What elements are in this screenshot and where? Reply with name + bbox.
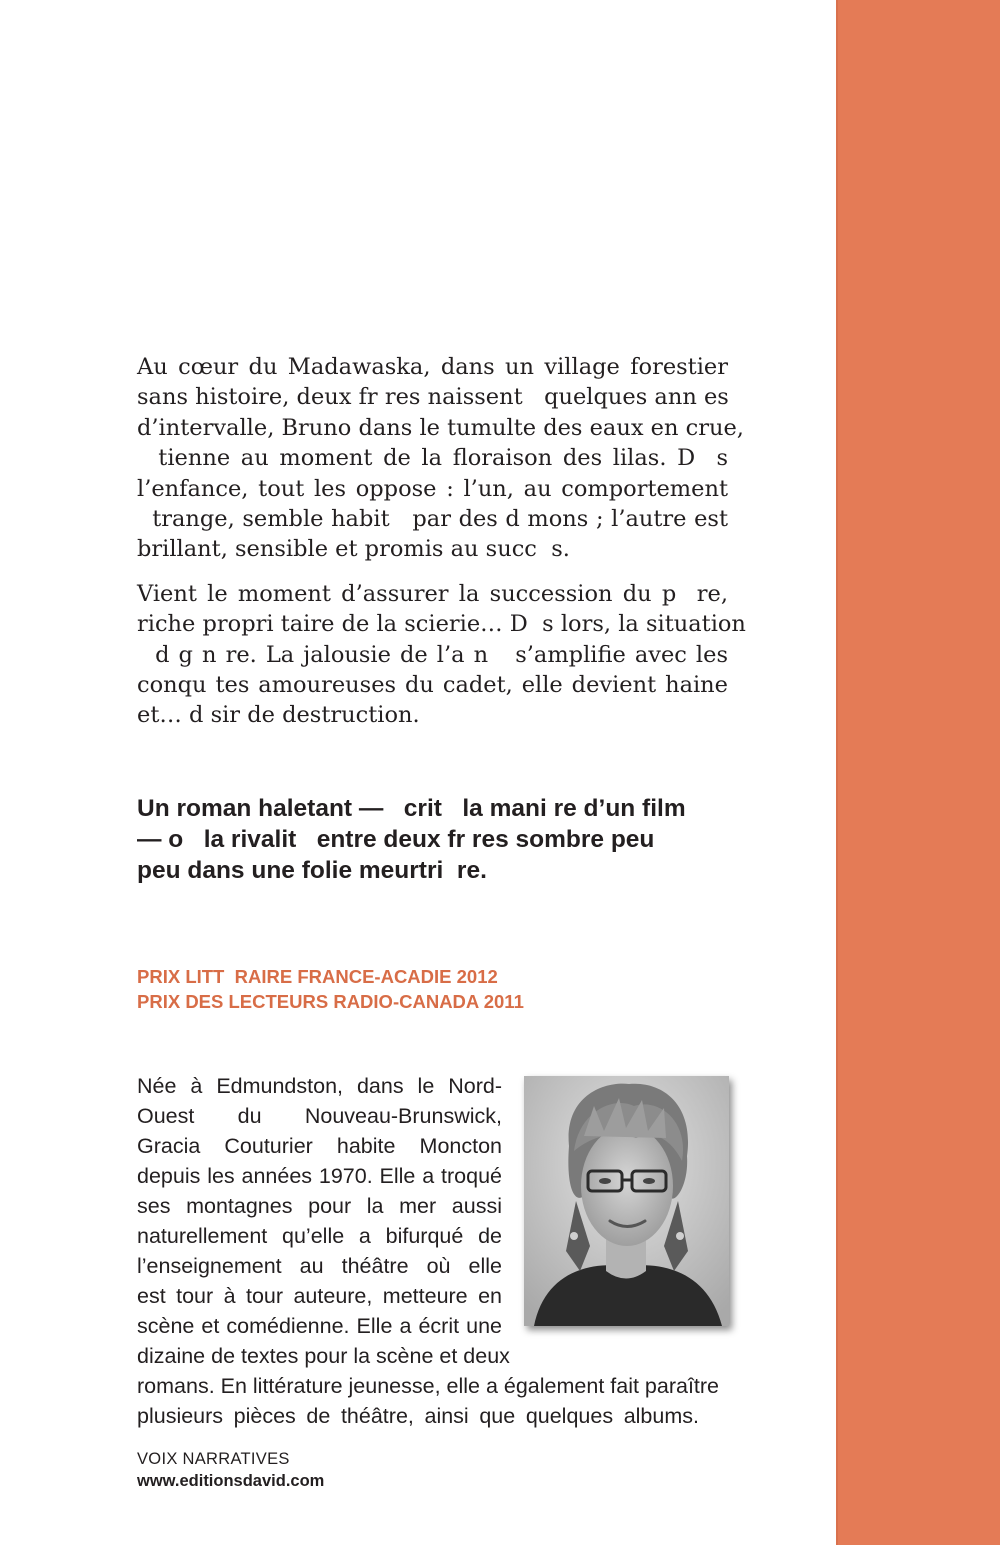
prizes-list	[137, 964, 737, 1014]
publisher-website: www.editionsdavid.com	[137, 1472, 325, 1490]
author-bio-line: Ouest du Nouveau-Brunswick,	[137, 1104, 502, 1128]
collection-name: VOIX NARRATIVES	[137, 1450, 290, 1468]
author-bio-line: est tour à tour auteure, metteure en	[137, 1284, 502, 1308]
author-bio-line: Gracia Couturier habite Moncton	[137, 1134, 502, 1158]
synopsis-line: sans histoire, deux fr res naissent quelques ann es	[137, 384, 729, 411]
imprint	[137, 1448, 324, 1492]
synopsis-line: l’enfance, tout les oppose : l’un, au comportement	[137, 475, 728, 502]
synopsis-line: tienne au moment de la floraison des lilas. D s	[137, 445, 728, 472]
synopsis	[137, 352, 746, 731]
author-bio-line: dizaine de textes pour la scène et deux	[137, 1344, 510, 1368]
author-bio-line: depuis les années 1970. Elle a troqué	[137, 1164, 502, 1188]
author-bio-line: naturellement qu’elle a bifurqué de	[137, 1224, 502, 1248]
synopsis-line: et… d sir de destruction.	[137, 702, 420, 729]
tagline-line: — o la rivalit entre deux fr res sombre peu	[137, 826, 655, 853]
synopsis-paragraph-1	[137, 352, 744, 565]
author-bio-line: plusieurs pièces de théâtre, ainsi que quelques albums.	[137, 1404, 699, 1428]
tagline-line: Un roman haletant — crit la mani re d’un film	[137, 795, 686, 822]
synopsis-line: riche propri taire de la scierie… D s lors, la situation	[137, 611, 746, 638]
author-bio-line: Née à Edmundston, dans le Nord-	[137, 1074, 502, 1098]
synopsis-line: d g n re. La jalousie de l’a n s’amplifie avec les	[137, 641, 728, 668]
synopsis-line: brillant, sensible et promis au succ s.	[137, 536, 570, 563]
synopsis-line: conqu tes amoureuses du cadet, elle devient haine	[137, 672, 728, 699]
prize-item: PRIX DES LECTEURS RADIO-CANADA 2011	[137, 991, 524, 1012]
prize-item: PRIX LITT RAIRE FRANCE-ACADIE 2012	[137, 966, 498, 987]
cover-spine-band	[836, 0, 1000, 1545]
author-bio-line: ses montagnes pour la mer aussi	[137, 1194, 502, 1218]
author-bio-line: romans. En littérature jeunesse, elle a également fait paraître	[137, 1374, 720, 1398]
synopsis-line: Au cœur du Madawaska, dans un village forestier	[137, 354, 728, 380]
tagline	[137, 793, 731, 886]
author-bio	[137, 1071, 731, 1431]
tagline-line: peu dans une folie meurtri re.	[137, 857, 487, 884]
synopsis-line: Vient le moment d’assurer la succession du p re,	[137, 580, 728, 607]
author-bio-line: l’enseignement au théâtre où elle	[137, 1254, 502, 1278]
synopsis-line: trange, semble habit par des d mons ; l’autre est	[137, 506, 728, 533]
author-bio-line: scène et comédienne. Elle a écrit une	[137, 1314, 502, 1338]
synopsis-line: d’intervalle, Bruno dans le tumulte des eaux en crue,	[137, 414, 744, 441]
synopsis-paragraph-2	[137, 579, 746, 731]
